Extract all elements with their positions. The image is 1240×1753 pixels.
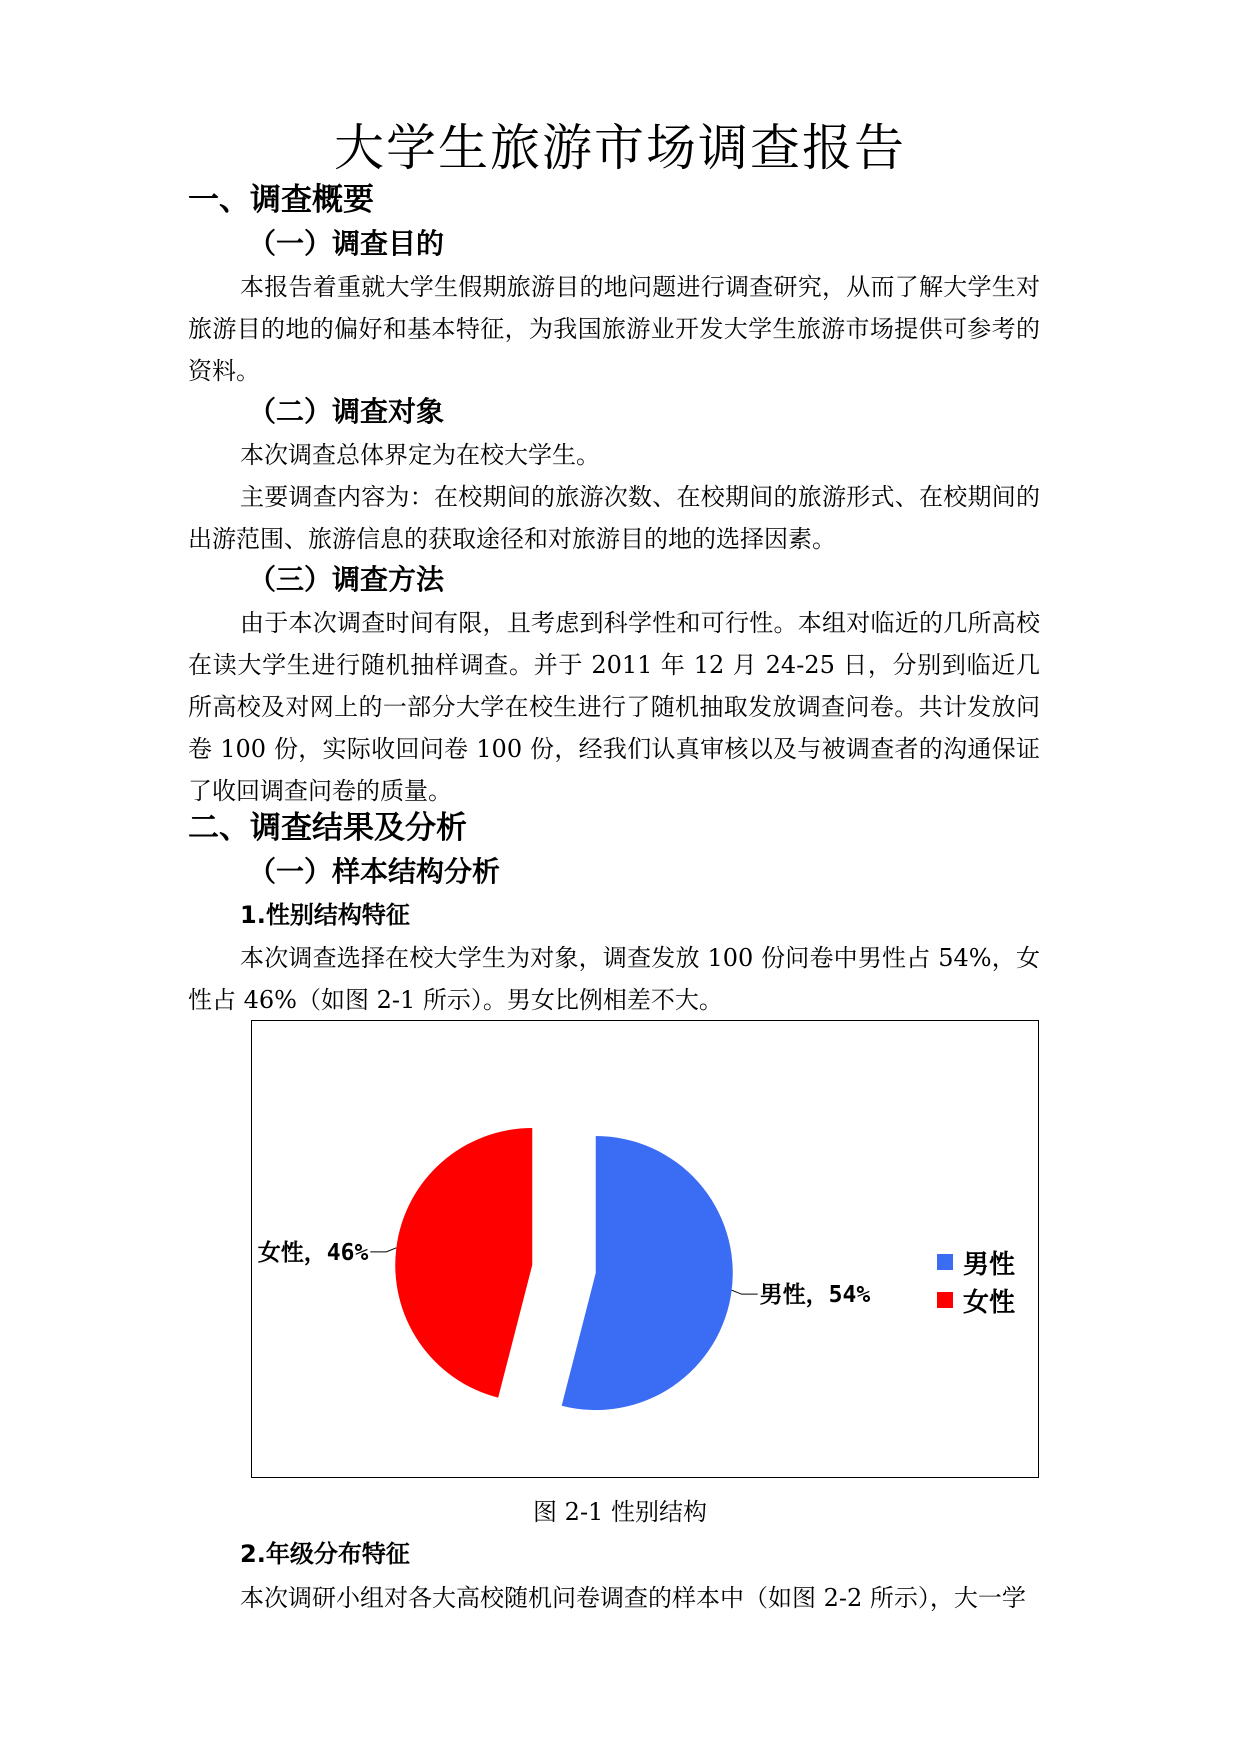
paragraph-subjects: 本次调查总体界定为在校大学生。 [240,441,600,469]
figure-caption: 图 2-1 性别结构 [533,1498,707,1526]
section-heading-overview: 一、调查概要 [188,182,374,218]
paragraph-method: 由于本次调查时间有限，且考虑到科学性和可行性。本组对临近的几所高校在读大学生进行随机抽样调查。并于 2011 年 12 月 24-25 日，分别到临近几所高校及对网上的一部分大学在校生进行了随机抽取发放调查问卷。共计发放问卷 100 份，实际收回问卷 100 份，经我们认真审核以及与被调查者的沟通保证了收回调查问卷的质量。 [188,609,1040,805]
chart-legend [937,1243,1015,1319]
legend-label-male: 男性 [963,1249,1016,1280]
subsection-heading-sample: （一）样本结构分析 [248,855,501,888]
item-heading-gender: 1.性别结构特征 [240,901,410,929]
legend-item-male [937,1243,1015,1281]
legend-label-female: 女性 [963,1287,1016,1318]
subsection-heading-purpose: （一）调查目的 [248,227,445,260]
item-heading-grade: 2.年级分布特征 [240,1540,410,1568]
paragraph-gender: 本次调查选择在校大学生为对象，调查发放 100 份问卷中男性占 54%，女性占 46%（如图 2-1 所示）。男女比例相差不大。 [188,944,1040,1014]
report-title: 大学生旅游市场调查报告 [334,119,906,177]
leader-line-female [370,1248,396,1252]
paragraph-purpose: 本报告着重就大学生假期旅游目的地问题进行调查研究，从而了解大学生对旅游目的地的偏好和基本特征，为我国旅游业开发大学生旅游市场提供可参考的资料。 [188,273,1040,385]
section-heading-results: 二、调查结果及分析 [188,810,467,846]
pie-slice-male [562,1136,733,1410]
leader-line-male [732,1290,758,1294]
pie-chart-svg [252,1021,1040,1479]
legend-item-female [937,1281,1015,1319]
data-label-female: 女性，46% [257,1239,369,1266]
paragraph-contents: 主要调查内容为：在校期间的旅游次数、在校期间的旅游形式、在校期间的出游范围、旅游信息的获取途径和对旅游目的地的选择因素。 [188,483,1040,553]
subsection-heading-subjects: （二）调查对象 [248,395,445,428]
paragraph-grade: 本次调研小组对各大高校随机问卷调查的样本中（如图 2-2 所示），大一学 [240,1584,1026,1612]
gender-pie-chart [251,1020,1039,1478]
legend-swatch-female [937,1292,953,1308]
pie-slice-female [395,1128,532,1398]
subsection-heading-method: （三）调查方法 [248,563,445,596]
legend-swatch-male [937,1254,953,1270]
data-label-male: 男性，54% [759,1282,871,1309]
